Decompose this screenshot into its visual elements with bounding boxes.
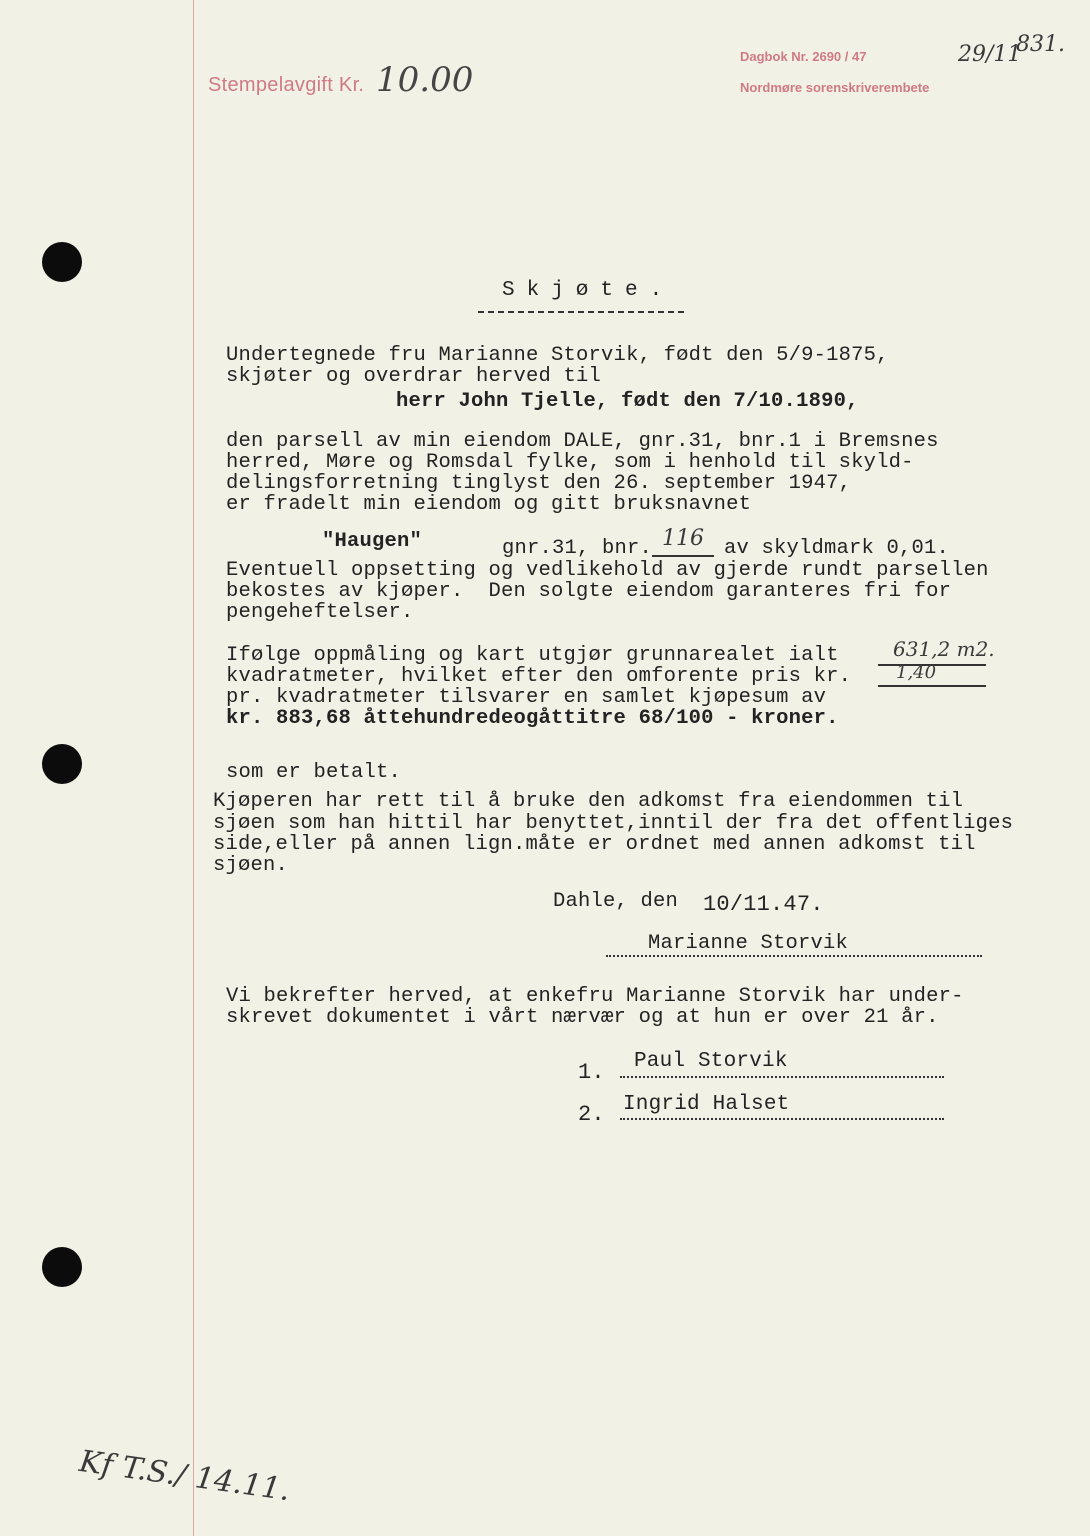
farm-skyld: av skyldmark 0,01. (724, 537, 950, 560)
buyer-line: herr John Tjelle, født den 7/10.1890, (396, 390, 859, 413)
stamp-duty-amount: 10.00 (376, 60, 474, 100)
body-line: sjøen som han hittil har benyttet,inntil der fra det offentliges (213, 812, 1014, 835)
body-line: skjøter og overdrar herved til (226, 365, 602, 388)
witness-1-line (620, 1076, 944, 1078)
body-line: Ifølge oppmåling og kart utgjør grunnarealet ialt (226, 644, 839, 667)
witness-1-name: Paul Storvik (634, 1050, 788, 1073)
margin-rule (193, 0, 194, 1536)
price-underline (878, 685, 986, 687)
bnr-underline (652, 555, 714, 557)
journal-stamp-number: Dagbok Nr. 2690 / 47 (740, 49, 867, 64)
signature-line (606, 955, 982, 957)
body-line: den parsell av min eiendom DALE, gnr.31, bnr.1 i Bremsnes (226, 430, 939, 453)
witness-2-line (620, 1118, 944, 1120)
witness-1-number: 1. (578, 1060, 605, 1085)
body-line: som er betalt. (226, 761, 402, 784)
place-date: Dahle, den (553, 890, 679, 913)
body-line: Kjøperen har rett til å bruke den adkomst fra eiendommen til (213, 790, 964, 813)
handwritten-note: Kf T.S./ 14.11. (77, 1444, 293, 1509)
journal-stamp-office: Nordmøre sorenskriverembete (740, 80, 930, 95)
punch-hole-3 (42, 1247, 82, 1287)
body-line: kvadratmeter, hvilket efter den omforente pris kr. (226, 665, 852, 688)
area-value: 631,2 m2. (893, 637, 995, 661)
stamp-duty-label: Stempelavgift Kr. (208, 74, 365, 96)
body-line: bekostes av kjøper. Den solgte eiendom garanteres fri for (226, 580, 952, 603)
body-line: pengeheftelser. (226, 601, 414, 624)
body-line: Undertegnede fru Marianne Storvik, født den 5/9-1875, (226, 344, 889, 367)
body-line: side,eller på annen lign.måte er ordnet med annen adkomst til (213, 833, 976, 856)
body-line: herred, Møre og Romsdal fylke, som i henhold til skyld- (226, 451, 914, 474)
page-number: 831. (1016, 32, 1065, 57)
punch-hole-2 (42, 744, 82, 784)
farm-gnr: gnr.31, bnr. (502, 537, 653, 560)
body-line: Eventuell oppsetting og vedlikehold av gjerde rundt parsellen (226, 559, 989, 582)
witness-text: Vi bekrefter herved, at enkefru Marianne Storvik har under- (226, 985, 964, 1008)
witness-2-name: Ingrid Halset (623, 1093, 790, 1116)
purchase-sum: kr. 883,68 åttehundredeogåttitre 68/100 - kroner. (226, 707, 839, 730)
witness-2-number: 2. (578, 1102, 605, 1127)
bnr-value: 116 (662, 526, 704, 551)
body-line: pr. kvadratmeter tilsvarer en samlet kjøpesum av (226, 686, 827, 709)
farm-name: "Haugen" (322, 530, 423, 553)
body-line: delingsforretning tinglyst den 26. september 1947, (226, 472, 852, 495)
body-line: sjøen. (213, 854, 289, 877)
seller-signature: Marianne Storvik (648, 932, 849, 955)
title-underline (478, 311, 684, 313)
price-value: 1,40 (896, 662, 937, 683)
signing-date: 10/11.47. (703, 892, 824, 917)
document-title: Skjøte. (502, 279, 675, 302)
journal-date: 29/11 (958, 42, 1022, 67)
witness-text: skrevet dokumentet i vårt nærvær og at hun er over 21 år. (226, 1006, 939, 1029)
body-line: er fradelt min eiendom og gitt bruksnavnet (226, 493, 752, 516)
punch-hole-1 (42, 242, 82, 282)
